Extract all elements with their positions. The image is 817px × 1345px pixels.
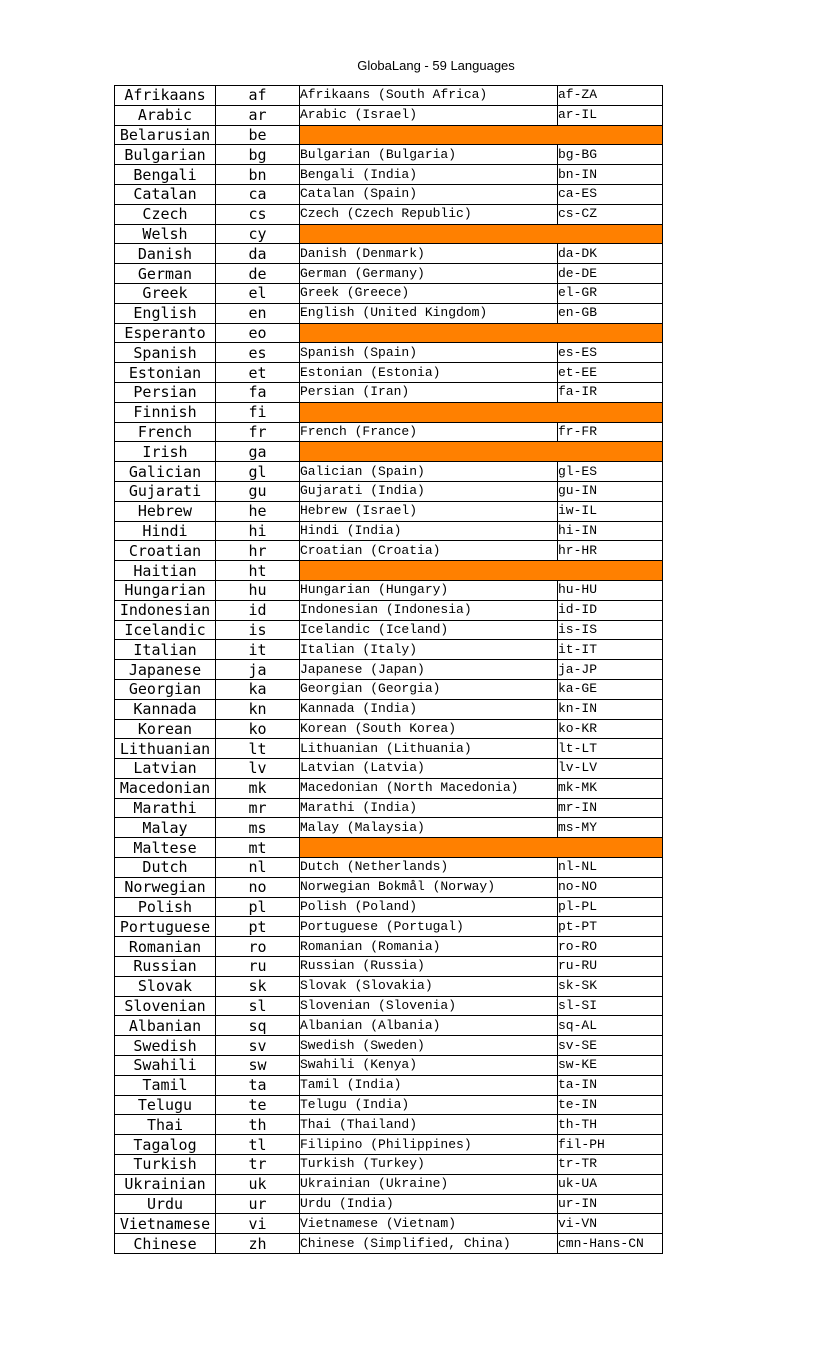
language-name-cell: Arabic [115, 105, 216, 125]
language-code-cell: ms [216, 818, 300, 838]
locale-tag-cell: no-NO [558, 877, 663, 897]
language-name-cell: Macedonian [115, 778, 216, 798]
locale-name-cell: German (Germany) [300, 264, 558, 284]
locale-tag-cell: kn-IN [558, 699, 663, 719]
locale-tag-cell: sq-AL [558, 1016, 663, 1036]
table-row [115, 402, 663, 422]
language-name-cell: Dutch [115, 858, 216, 878]
language-name-cell: Esperanto [115, 323, 216, 343]
locale-tag-cell: ur-IN [558, 1194, 663, 1214]
locale-name-cell: French (France) [300, 422, 558, 442]
locale-name-cell: Afrikaans (South Africa) [300, 86, 558, 106]
table-row [115, 679, 663, 699]
language-code-cell: de [216, 264, 300, 284]
locale-tag-cell: hu-HU [558, 580, 663, 600]
language-code-cell: sk [216, 976, 300, 996]
language-name-cell: Urdu [115, 1194, 216, 1214]
locale-name-cell: Czech (Czech Republic) [300, 204, 558, 224]
locale-tag-cell: ja-JP [558, 660, 663, 680]
table-row [115, 323, 663, 343]
language-code-cell: be [216, 125, 300, 145]
language-table [114, 85, 663, 1254]
locale-tag-cell: lt-LT [558, 739, 663, 759]
language-name-cell: Belarusian [115, 125, 216, 145]
locale-tag-cell: mr-IN [558, 798, 663, 818]
language-name-cell: Turkish [115, 1155, 216, 1175]
table-row [115, 1075, 663, 1095]
page-title: GlobaLang - 59 Languages [357, 58, 515, 73]
table-row [115, 778, 663, 798]
locale-tag-cell: sw-KE [558, 1056, 663, 1076]
table-row [115, 580, 663, 600]
language-code-cell: id [216, 600, 300, 620]
locale-name-cell: Dutch (Netherlands) [300, 858, 558, 878]
language-name-cell: Hindi [115, 521, 216, 541]
table-row [115, 858, 663, 878]
language-code-cell: he [216, 501, 300, 521]
language-name-cell: Japanese [115, 660, 216, 680]
locale-tag-cell: ar-IL [558, 105, 663, 125]
language-name-cell: Polish [115, 897, 216, 917]
language-name-cell: Tagalog [115, 1135, 216, 1155]
language-name-cell: Italian [115, 640, 216, 660]
language-name-cell: Croatian [115, 541, 216, 561]
locale-name-cell: Bulgarian (Bulgaria) [300, 145, 558, 165]
table-row [115, 699, 663, 719]
missing-locale-cell [300, 402, 663, 422]
locale-name-cell: Romanian (Romania) [300, 937, 558, 957]
language-code-cell: ru [216, 957, 300, 977]
locale-name-cell: Tamil (India) [300, 1075, 558, 1095]
locale-name-cell: Gujarati (India) [300, 481, 558, 501]
locale-tag-cell: ru-RU [558, 957, 663, 977]
locale-name-cell: Indonesian (Indonesia) [300, 600, 558, 620]
language-code-cell: no [216, 877, 300, 897]
table-row [115, 640, 663, 660]
locale-tag-cell: gu-IN [558, 481, 663, 501]
language-name-cell: Catalan [115, 184, 216, 204]
locale-name-cell: Thai (Thailand) [300, 1115, 558, 1135]
locale-tag-cell: id-ID [558, 600, 663, 620]
language-code-cell: ur [216, 1194, 300, 1214]
locale-tag-cell: pt-PT [558, 917, 663, 937]
table-row [115, 1135, 663, 1155]
locale-tag-cell: cs-CZ [558, 204, 663, 224]
language-name-cell: Kannada [115, 699, 216, 719]
locale-tag-cell: fil-PH [558, 1135, 663, 1155]
language-name-cell: Korean [115, 719, 216, 739]
locale-name-cell: Urdu (India) [300, 1194, 558, 1214]
locale-tag-cell: da-DK [558, 244, 663, 264]
missing-locale-cell [300, 224, 663, 244]
locale-name-cell: English (United Kingdom) [300, 303, 558, 323]
locale-name-cell: Estonian (Estonia) [300, 363, 558, 383]
table-row [115, 1016, 663, 1036]
locale-name-cell: Macedonian (North Macedonia) [300, 778, 558, 798]
language-code-cell: da [216, 244, 300, 264]
locale-tag-cell: gl-ES [558, 462, 663, 482]
language-name-cell: Marathi [115, 798, 216, 818]
language-name-cell: Malay [115, 818, 216, 838]
language-code-cell: tr [216, 1155, 300, 1175]
locale-tag-cell: ms-MY [558, 818, 663, 838]
language-code-cell: ga [216, 442, 300, 462]
table-row [115, 501, 663, 521]
table-row [115, 145, 663, 165]
locale-tag-cell: th-TH [558, 1115, 663, 1135]
table-row [115, 759, 663, 779]
table-row [115, 739, 663, 759]
language-name-cell: Slovak [115, 976, 216, 996]
locale-tag-cell: ro-RO [558, 937, 663, 957]
language-name-cell: Bulgarian [115, 145, 216, 165]
language-code-cell: ht [216, 561, 300, 581]
language-name-cell: Gujarati [115, 481, 216, 501]
language-code-cell: fa [216, 382, 300, 402]
language-name-cell: Romanian [115, 937, 216, 957]
locale-name-cell: Hungarian (Hungary) [300, 580, 558, 600]
locale-tag-cell: bg-BG [558, 145, 663, 165]
language-name-cell: Tamil [115, 1075, 216, 1095]
locale-name-cell: Hindi (India) [300, 521, 558, 541]
table-row [115, 976, 663, 996]
locale-tag-cell: lv-LV [558, 759, 663, 779]
language-code-cell: kn [216, 699, 300, 719]
language-name-cell: Greek [115, 283, 216, 303]
language-code-cell: ja [216, 660, 300, 680]
locale-tag-cell: de-DE [558, 264, 663, 284]
locale-name-cell: Lithuanian (Lithuania) [300, 739, 558, 759]
table-row [115, 303, 663, 323]
table-row [115, 204, 663, 224]
language-code-cell: cs [216, 204, 300, 224]
language-name-cell: Galician [115, 462, 216, 482]
locale-name-cell: Swedish (Sweden) [300, 1036, 558, 1056]
table-row [115, 86, 663, 106]
table-row [115, 1056, 663, 1076]
table-row [115, 541, 663, 561]
locale-name-cell: Polish (Poland) [300, 897, 558, 917]
language-code-cell: ca [216, 184, 300, 204]
locale-tag-cell: ka-GE [558, 679, 663, 699]
language-name-cell: Indonesian [115, 600, 216, 620]
table-row [115, 818, 663, 838]
language-name-cell: Swahili [115, 1056, 216, 1076]
language-code-cell: it [216, 640, 300, 660]
language-code-cell: pt [216, 917, 300, 937]
language-name-cell: Estonian [115, 363, 216, 383]
language-name-cell: Hungarian [115, 580, 216, 600]
language-code-cell: sv [216, 1036, 300, 1056]
language-name-cell: Irish [115, 442, 216, 462]
language-code-cell: sq [216, 1016, 300, 1036]
language-name-cell: Georgian [115, 679, 216, 699]
table-row [115, 917, 663, 937]
language-code-cell: fr [216, 422, 300, 442]
table-row [115, 1194, 663, 1214]
locale-tag-cell: cmn-Hans-CN [558, 1234, 663, 1254]
language-name-cell: Chinese [115, 1234, 216, 1254]
locale-name-cell: Bengali (India) [300, 165, 558, 185]
table-row [115, 957, 663, 977]
language-name-cell: Persian [115, 382, 216, 402]
language-code-cell: zh [216, 1234, 300, 1254]
language-code-cell: cy [216, 224, 300, 244]
locale-name-cell: Swahili (Kenya) [300, 1056, 558, 1076]
table-row [115, 1214, 663, 1234]
locale-tag-cell: hr-HR [558, 541, 663, 561]
language-code-cell: te [216, 1095, 300, 1115]
locale-tag-cell: tr-TR [558, 1155, 663, 1175]
missing-locale-cell [300, 561, 663, 581]
locale-name-cell: Marathi (India) [300, 798, 558, 818]
locale-name-cell: Ukrainian (Ukraine) [300, 1174, 558, 1194]
locale-name-cell: Persian (Iran) [300, 382, 558, 402]
locale-name-cell: Albanian (Albania) [300, 1016, 558, 1036]
locale-tag-cell: ca-ES [558, 184, 663, 204]
locale-tag-cell: es-ES [558, 343, 663, 363]
language-name-cell: Albanian [115, 1016, 216, 1036]
locale-tag-cell: sl-SI [558, 996, 663, 1016]
language-code-cell: ka [216, 679, 300, 699]
table-row [115, 838, 663, 858]
table-row [115, 481, 663, 501]
locale-name-cell: Italian (Italy) [300, 640, 558, 660]
table-row [115, 561, 663, 581]
table-row [115, 1155, 663, 1175]
table-row [115, 125, 663, 145]
locale-name-cell: Slovenian (Slovenia) [300, 996, 558, 1016]
language-name-cell: Danish [115, 244, 216, 264]
table-row [115, 1095, 663, 1115]
table-row [115, 1036, 663, 1056]
language-name-cell: Telugu [115, 1095, 216, 1115]
table-row [115, 442, 663, 462]
table-row [115, 1174, 663, 1194]
locale-tag-cell: uk-UA [558, 1174, 663, 1194]
language-code-cell: tl [216, 1135, 300, 1155]
language-code-cell: el [216, 283, 300, 303]
language-code-cell: es [216, 343, 300, 363]
locale-tag-cell: mk-MK [558, 778, 663, 798]
locale-tag-cell: fr-FR [558, 422, 663, 442]
language-name-cell: Welsh [115, 224, 216, 244]
language-code-cell: vi [216, 1214, 300, 1234]
language-code-cell: en [216, 303, 300, 323]
locale-name-cell: Slovak (Slovakia) [300, 976, 558, 996]
locale-name-cell: Kannada (India) [300, 699, 558, 719]
missing-locale-cell [300, 125, 663, 145]
table-row [115, 422, 663, 442]
language-table-body [115, 86, 663, 1254]
language-code-cell: af [216, 86, 300, 106]
locale-name-cell: Norwegian Bokmål (Norway) [300, 877, 558, 897]
table-row [115, 165, 663, 185]
language-code-cell: eo [216, 323, 300, 343]
table-row [115, 184, 663, 204]
locale-tag-cell: pl-PL [558, 897, 663, 917]
language-name-cell: French [115, 422, 216, 442]
locale-tag-cell: bn-IN [558, 165, 663, 185]
table-row [115, 798, 663, 818]
language-code-cell: fi [216, 402, 300, 422]
missing-locale-cell [300, 442, 663, 462]
locale-tag-cell: af-ZA [558, 86, 663, 106]
language-name-cell: Portuguese [115, 917, 216, 937]
missing-locale-cell [300, 838, 663, 858]
locale-name-cell: Arabic (Israel) [300, 105, 558, 125]
table-row [115, 105, 663, 125]
locale-tag-cell: te-IN [558, 1095, 663, 1115]
locale-tag-cell: sk-SK [558, 976, 663, 996]
language-code-cell: th [216, 1115, 300, 1135]
language-name-cell: Afrikaans [115, 86, 216, 106]
locale-tag-cell: ko-KR [558, 719, 663, 739]
language-code-cell: ta [216, 1075, 300, 1095]
locale-name-cell: Vietnamese (Vietnam) [300, 1214, 558, 1234]
locale-name-cell: Malay (Malaysia) [300, 818, 558, 838]
locale-tag-cell: nl-NL [558, 858, 663, 878]
locale-name-cell: Hebrew (Israel) [300, 501, 558, 521]
table-row [115, 600, 663, 620]
language-name-cell: Spanish [115, 343, 216, 363]
table-row [115, 937, 663, 957]
language-name-cell: Latvian [115, 759, 216, 779]
locale-name-cell: Filipino (Philippines) [300, 1135, 558, 1155]
missing-locale-cell [300, 323, 663, 343]
language-code-cell: bn [216, 165, 300, 185]
language-name-cell: Thai [115, 1115, 216, 1135]
language-code-cell: hi [216, 521, 300, 541]
table-row [115, 224, 663, 244]
table-row [115, 343, 663, 363]
locale-name-cell: Danish (Denmark) [300, 244, 558, 264]
language-code-cell: sl [216, 996, 300, 1016]
table-row [115, 462, 663, 482]
table-row [115, 264, 663, 284]
language-name-cell: Icelandic [115, 620, 216, 640]
locale-name-cell: Russian (Russia) [300, 957, 558, 977]
locale-name-cell: Portuguese (Portugal) [300, 917, 558, 937]
table-row [115, 897, 663, 917]
language-code-cell: is [216, 620, 300, 640]
locale-tag-cell: en-GB [558, 303, 663, 323]
language-name-cell: Vietnamese [115, 1214, 216, 1234]
language-code-cell: lt [216, 739, 300, 759]
language-code-cell: pl [216, 897, 300, 917]
table-row [115, 244, 663, 264]
locale-name-cell: Catalan (Spain) [300, 184, 558, 204]
locale-tag-cell: fa-IR [558, 382, 663, 402]
table-row [115, 283, 663, 303]
locale-name-cell: Georgian (Georgia) [300, 679, 558, 699]
language-code-cell: hu [216, 580, 300, 600]
language-name-cell: Norwegian [115, 877, 216, 897]
language-code-cell: gu [216, 481, 300, 501]
locale-name-cell: Japanese (Japan) [300, 660, 558, 680]
language-code-cell: ro [216, 937, 300, 957]
locale-name-cell: Korean (South Korea) [300, 719, 558, 739]
language-name-cell: Russian [115, 957, 216, 977]
language-code-cell: gl [216, 462, 300, 482]
language-name-cell: Lithuanian [115, 739, 216, 759]
locale-name-cell: Spanish (Spain) [300, 343, 558, 363]
locale-tag-cell: is-IS [558, 620, 663, 640]
table-row [115, 877, 663, 897]
language-code-cell: mr [216, 798, 300, 818]
language-name-cell: German [115, 264, 216, 284]
locale-tag-cell: iw-IL [558, 501, 663, 521]
locale-name-cell: Turkish (Turkey) [300, 1155, 558, 1175]
language-code-cell: hr [216, 541, 300, 561]
locale-tag-cell: vi-VN [558, 1214, 663, 1234]
language-name-cell: Swedish [115, 1036, 216, 1056]
table-row [115, 1234, 663, 1254]
locale-tag-cell: et-EE [558, 363, 663, 383]
table-row [115, 620, 663, 640]
language-code-cell: bg [216, 145, 300, 165]
language-name-cell: Maltese [115, 838, 216, 858]
language-name-cell: Bengali [115, 165, 216, 185]
language-code-cell: sw [216, 1056, 300, 1076]
language-code-cell: ar [216, 105, 300, 125]
locale-name-cell: Greek (Greece) [300, 283, 558, 303]
language-name-cell: Czech [115, 204, 216, 224]
locale-tag-cell: el-GR [558, 283, 663, 303]
locale-tag-cell: hi-IN [558, 521, 663, 541]
locale-tag-cell: ta-IN [558, 1075, 663, 1095]
language-code-cell: lv [216, 759, 300, 779]
locale-name-cell: Galician (Spain) [300, 462, 558, 482]
table-row [115, 382, 663, 402]
language-name-cell: Haitian [115, 561, 216, 581]
language-code-cell: ko [216, 719, 300, 739]
table-row [115, 996, 663, 1016]
table-row [115, 660, 663, 680]
locale-tag-cell: it-IT [558, 640, 663, 660]
locale-tag-cell: sv-SE [558, 1036, 663, 1056]
language-name-cell: Finnish [115, 402, 216, 422]
table-row [115, 521, 663, 541]
language-code-cell: mt [216, 838, 300, 858]
language-name-cell: Hebrew [115, 501, 216, 521]
language-code-cell: et [216, 363, 300, 383]
language-name-cell: English [115, 303, 216, 323]
language-code-cell: uk [216, 1174, 300, 1194]
language-name-cell: Slovenian [115, 996, 216, 1016]
table-row [115, 1115, 663, 1135]
locale-name-cell: Croatian (Croatia) [300, 541, 558, 561]
locale-name-cell: Chinese (Simplified, China) [300, 1234, 558, 1254]
language-code-cell: nl [216, 858, 300, 878]
locale-name-cell: Telugu (India) [300, 1095, 558, 1115]
table-row [115, 363, 663, 383]
table-row [115, 719, 663, 739]
language-name-cell: Ukrainian [115, 1174, 216, 1194]
locale-name-cell: Latvian (Latvia) [300, 759, 558, 779]
locale-name-cell: Icelandic (Iceland) [300, 620, 558, 640]
language-code-cell: mk [216, 778, 300, 798]
